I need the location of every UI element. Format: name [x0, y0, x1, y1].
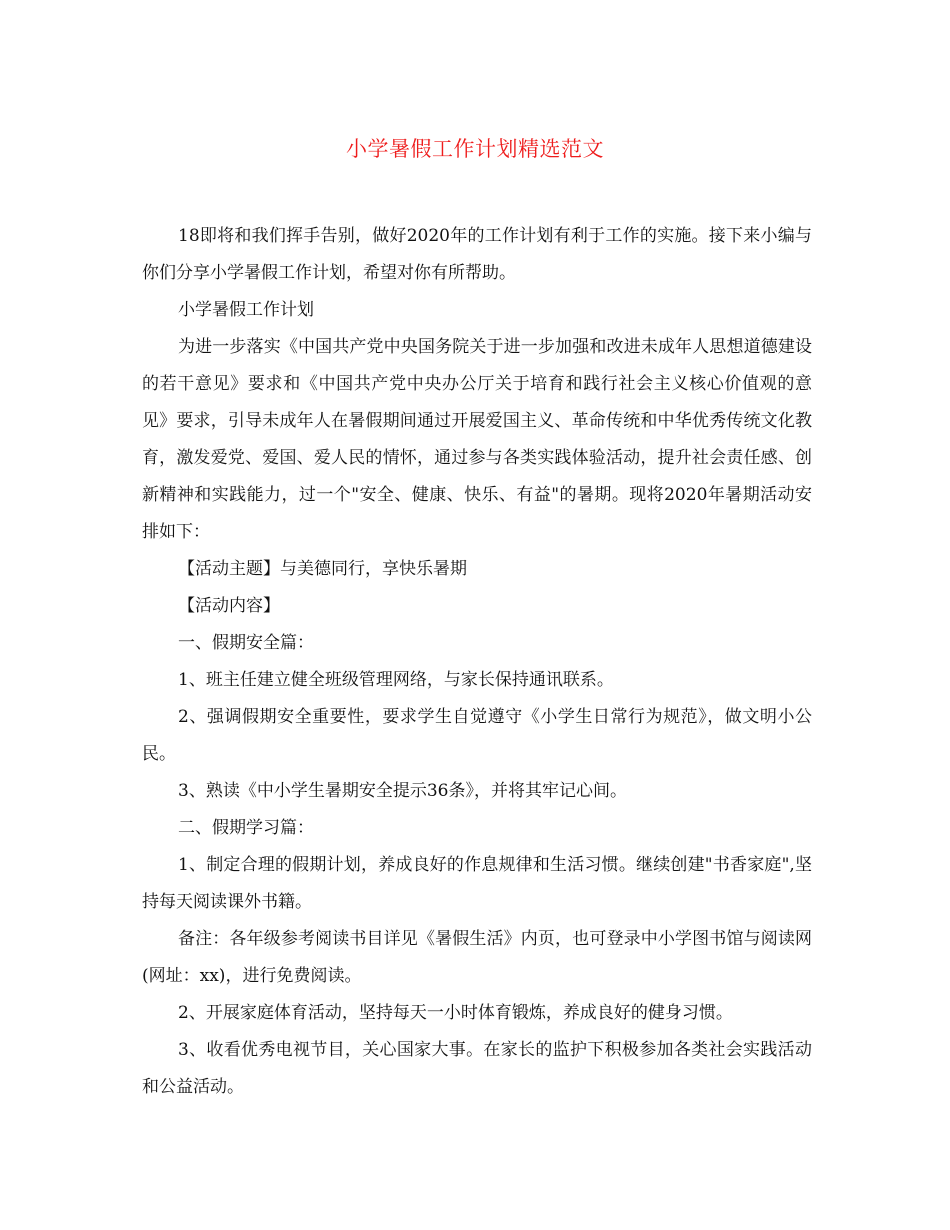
paragraph-safety-2: 2、强调假期安全重要性，要求学生自觉遵守《小学生日常行为规范》，做文明小公民。 [142, 707, 812, 764]
paragraph-activity-content: 【活动内容】 [178, 596, 280, 616]
document-title: 小学暑假工作计划精选范文 [346, 137, 604, 161]
paragraph-background: 为进一步落实《中国共产党中央国务院关于进一步加强和改进未成年人思想道德建设的若干意见》要求和《中国共产党中央办公厅关于培育和践行社会主义核心价值观的意见》要求，引导未成年人在暑假期间通过开展爱国主义、革命传统和中华优秀传统文化教育，激发爱党、爱国、爱人民的情怀，通过参与各类实践体验活动，提升社会责任感、创新精神和实践能力，过一个"安全、健康、快乐、有益"的暑期。现将2020年暑期活动安排如下： [142, 337, 812, 542]
paragraph-safety-1: 1、班主任建立健全班级管理网络，与家长保持通讯联系。 [178, 670, 614, 690]
paragraph-study-1: 1、制定合理的假期计划，养成良好的作息规律和生活习惯。继续创建"书香家庭",坚持每天阅读课外书籍。 [142, 855, 812, 912]
paragraph-study-3: 3、收看优秀电视节目，关心国家大事。在家长的监护下积极参加各类社会实践活动和公益活动。 [142, 1040, 812, 1097]
paragraph-intro: 18即将和我们挥手告别，做好2020年的工作计划有利于工作的实施。接下来小编与你们分享小学暑假工作计划，希望对你有所帮助。 [142, 226, 812, 283]
paragraph-study-note: 备注：各年级参考阅读书目详见《暑假生活》内页，也可登录中小学图书馆与阅读网(网址：xx)，进行免费阅读。 [142, 929, 812, 986]
paragraph-study-2: 2、开展家庭体育活动，坚持每天一小时体育锻炼，养成良好的健身习惯。 [178, 1003, 733, 1023]
paragraph-activity-theme: 【活动主题】与美德同行，享快乐暑期 [178, 559, 467, 579]
heading-safety: 一、假期安全篇： [178, 633, 314, 653]
document-body [142, 218, 812, 1106]
paragraph-safety-3: 3、熟读《中小学生暑期安全提示36条》，并将其牢记心间。 [178, 781, 627, 801]
heading-study: 二、假期学习篇： [178, 818, 314, 838]
paragraph-subtitle: 小学暑假工作计划 [178, 300, 314, 320]
